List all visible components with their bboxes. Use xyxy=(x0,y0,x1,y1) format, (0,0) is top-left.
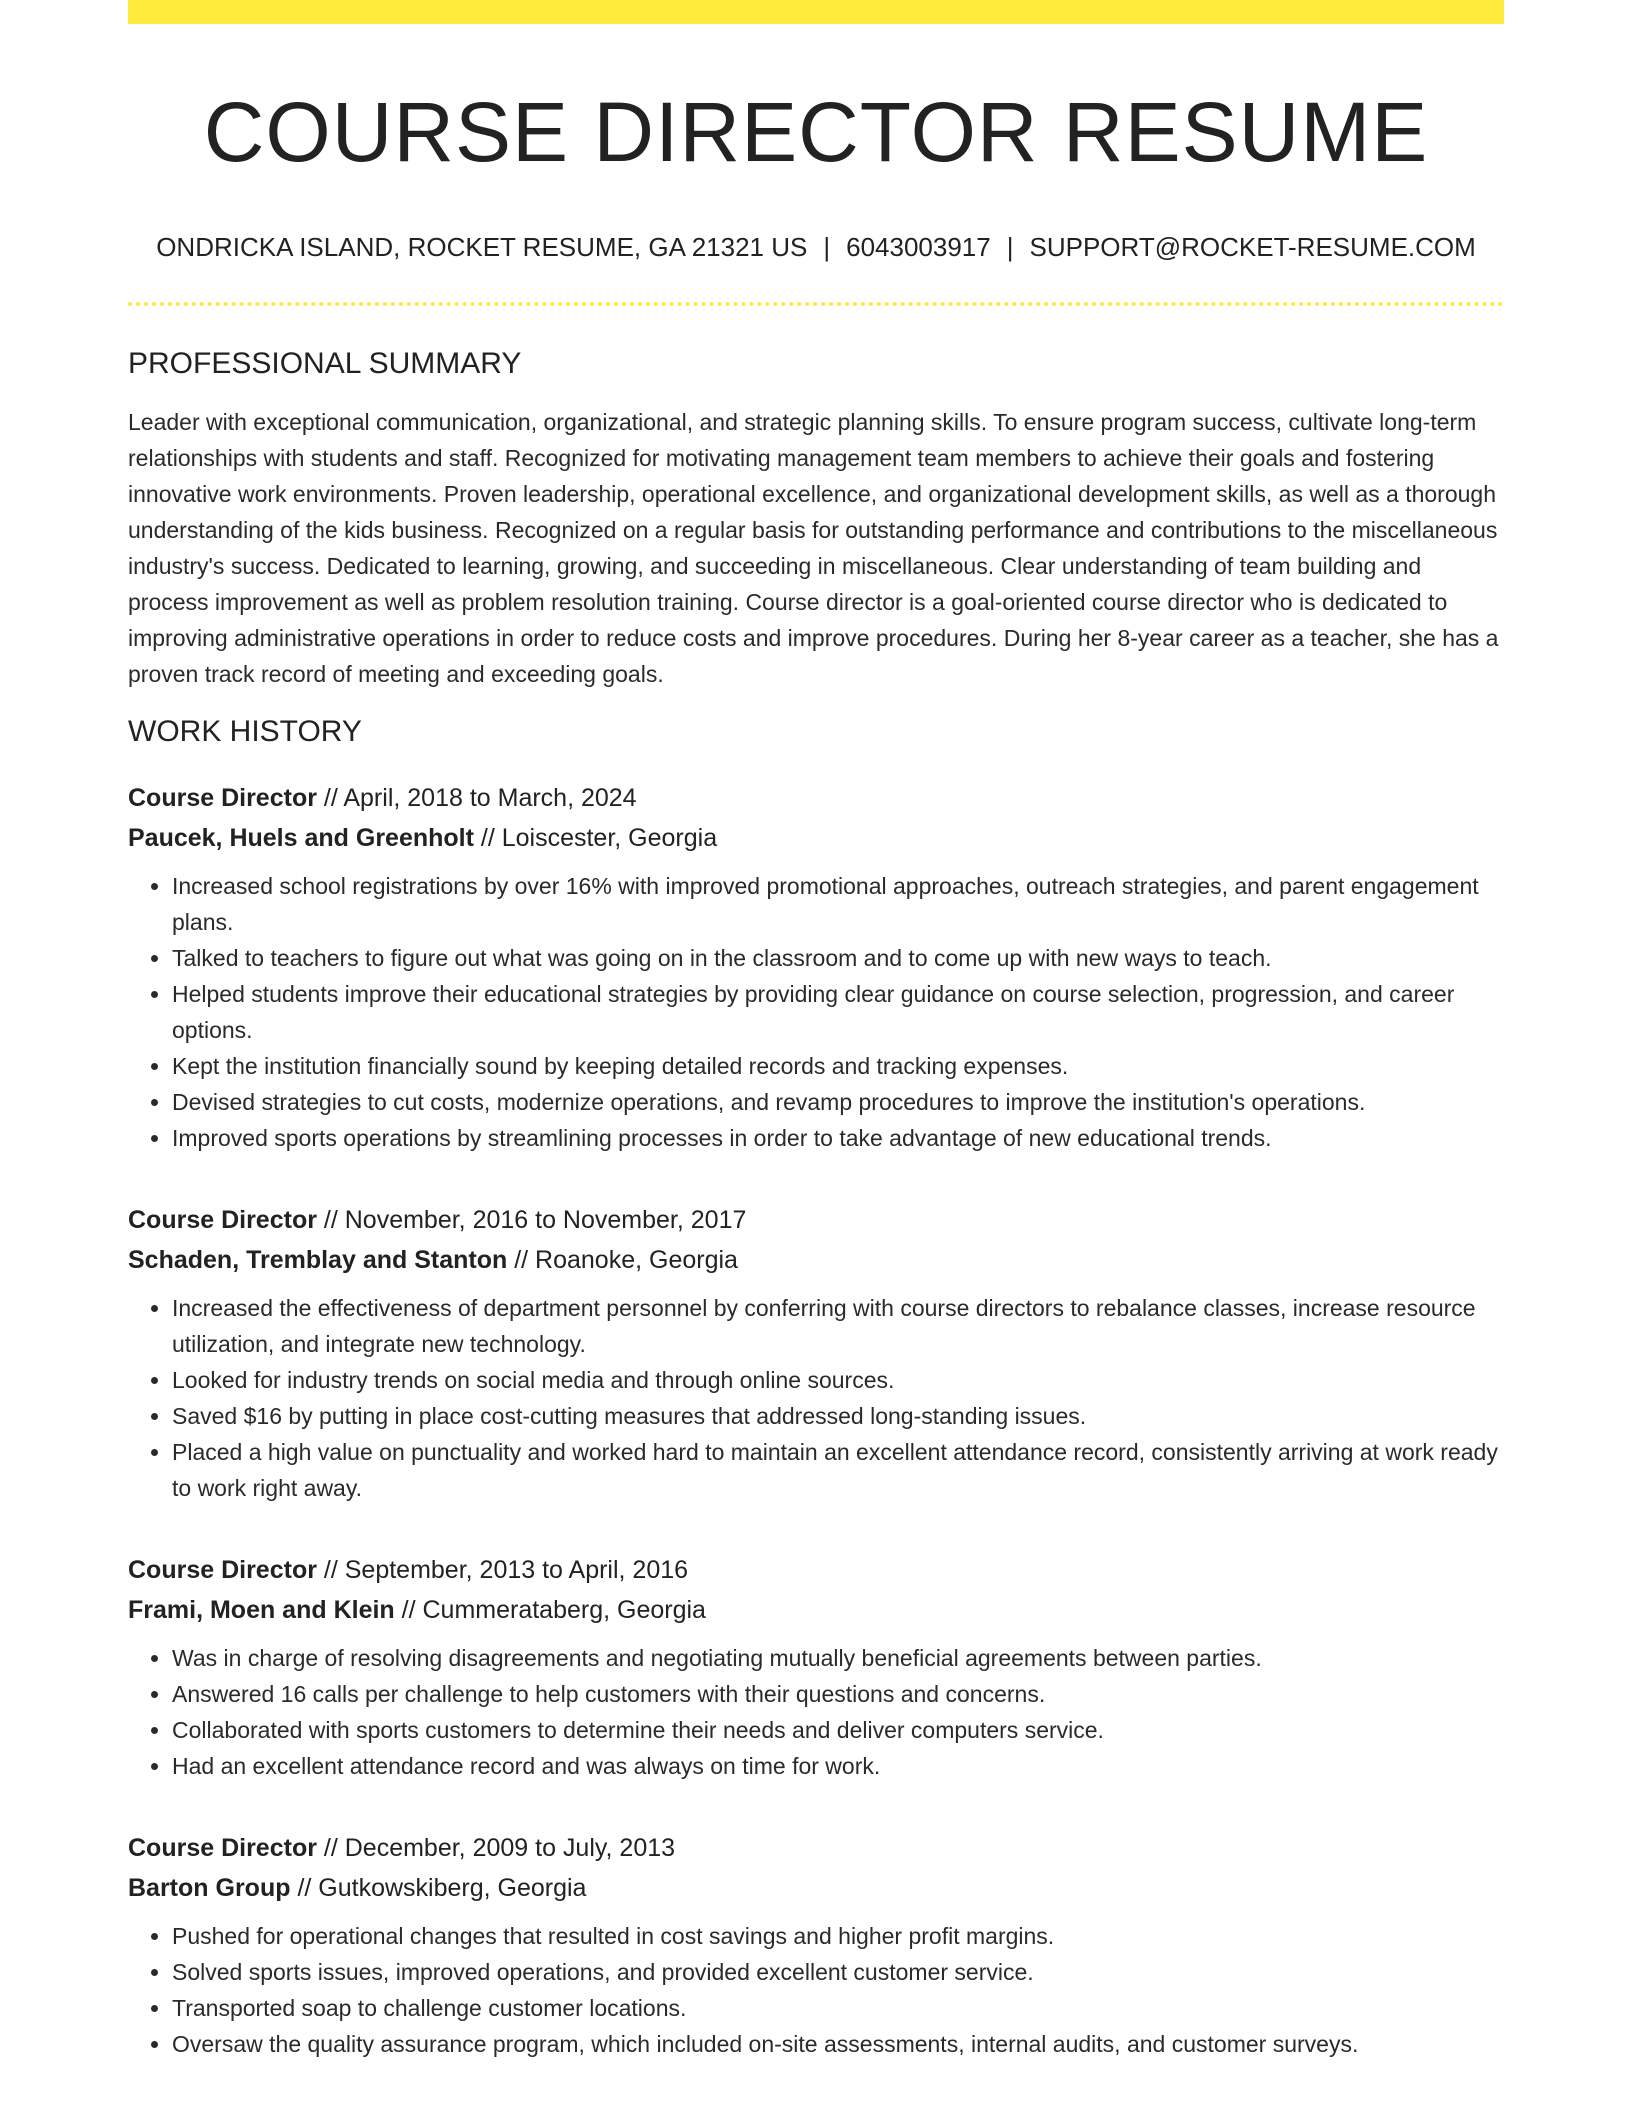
resume-title: COURSE DIRECTOR RESUME xyxy=(203,85,1429,179)
contact-email: SUPPORT@ROCKET-RESUME.COM xyxy=(1029,232,1476,262)
contact-line xyxy=(128,230,1504,264)
job-company-line xyxy=(128,818,1504,858)
job-entry xyxy=(128,1200,1504,1506)
job-dates: // April, 2018 to March, 2024 xyxy=(316,784,637,812)
job-location: // Gutkowskiberg, Georgia xyxy=(290,1874,587,1902)
job-role: Course Director xyxy=(128,1834,317,1862)
job-role-line xyxy=(128,1550,1504,1590)
job-company: Frami, Moen and Klein xyxy=(128,1596,395,1624)
job-entry xyxy=(128,778,1504,1156)
job-location: // Roanoke, Georgia xyxy=(507,1246,738,1274)
job-role-line xyxy=(128,778,1504,818)
job-bullet: • Talked to teachers to figure out what was going on in the classroom and to come up with new ways to teach. xyxy=(172,940,1504,976)
job-bullet: • Oversaw the quality assurance program, which included on-site assessments, internal audits, and customer surveys. xyxy=(172,2026,1504,2062)
job-bullet: • Increased school registrations by over 16% with improved promotional approaches, outreach strategies, and parent engagement plans. xyxy=(172,868,1504,940)
job-bullet: • Increased the effectiveness of department personnel by conferring with course directors to rebalance classes, increase resource utilization, and integrate new technology. xyxy=(172,1290,1504,1362)
job-role: Course Director xyxy=(128,1206,317,1234)
contact-separator: | xyxy=(1006,232,1014,262)
resume-page xyxy=(128,0,1504,2062)
job-company: Barton Group xyxy=(128,1874,291,1902)
job-bullet: • Devised strategies to cut costs, modernize operations, and revamp procedures to improve the institution's operations. xyxy=(172,1084,1504,1120)
job-bullets xyxy=(128,1290,1504,1506)
contact-phone: 6043003917 xyxy=(846,232,991,262)
job-bullets xyxy=(128,1640,1504,1784)
job-bullet: • Had an excellent attendance record and was always on time for work. xyxy=(172,1748,1504,1784)
job-entry xyxy=(128,1828,1504,2062)
job-bullet: • Was in charge of resolving disagreements and negotiating mutually beneficial agreements between parties. xyxy=(172,1640,1504,1676)
job-company-line xyxy=(128,1868,1504,1908)
work-history-heading: WORK HISTORY xyxy=(128,715,362,748)
contact-address: ONDRICKA ISLAND, ROCKET RESUME, GA 21321 US xyxy=(156,232,808,262)
job-role-line xyxy=(128,1828,1504,1868)
job-bullet: • Improved sports operations by streamlining processes in order to take advantage of new educational trends. xyxy=(172,1120,1504,1156)
job-bullet: • Kept the institution financially sound by keeping detailed records and tracking expenses. xyxy=(172,1048,1504,1084)
job-dates: // December, 2009 to July, 2013 xyxy=(316,1834,676,1862)
job-location: // Cummerataberg, Georgia xyxy=(394,1596,706,1624)
job-bullet: • Looked for industry trends on social media and through online sources. xyxy=(172,1362,1504,1398)
job-bullet: • Collaborated with sports customers to determine their needs and deliver computers service. xyxy=(172,1712,1504,1748)
job-company: Schaden, Tremblay and Stanton xyxy=(128,1246,508,1274)
job-location: // Loiscester, Georgia xyxy=(473,824,718,852)
job-bullets xyxy=(128,1918,1504,2062)
job-role: Course Director xyxy=(128,784,317,812)
dotted-divider xyxy=(128,302,1504,306)
job-role: Course Director xyxy=(128,1556,317,1584)
job-company-line xyxy=(128,1590,1504,1630)
job-bullet: • Pushed for operational changes that resulted in cost savings and higher profit margins. xyxy=(172,1918,1504,1954)
job-bullets xyxy=(128,868,1504,1156)
job-dates: // September, 2013 to April, 2016 xyxy=(316,1556,689,1584)
summary-heading: PROFESSIONAL SUMMARY xyxy=(128,347,522,380)
job-bullet: • Solved sports issues, improved operations, and provided excellent customer service. xyxy=(172,1954,1504,1990)
job-bullet: • Transported soap to challenge customer locations. xyxy=(172,1990,1504,2026)
job-bullet: • Answered 16 calls per challenge to help customers with their questions and concerns. xyxy=(172,1676,1504,1712)
job-bullet: • Saved $16 by putting in place cost-cutting measures that addressed long-standing issues. xyxy=(172,1398,1504,1434)
contact-separator: | xyxy=(823,232,831,262)
job-entry xyxy=(128,1550,1504,1784)
job-bullet: • Helped students improve their educational strategies by providing clear guidance on course selection, progression, and career options. xyxy=(172,976,1504,1048)
accent-top-bar xyxy=(128,0,1504,24)
job-bullet: • Placed a high value on punctuality and worked hard to maintain an excellent attendance record, consistently arriving at work ready to work right away. xyxy=(172,1434,1504,1506)
job-dates: // November, 2016 to November, 2017 xyxy=(316,1206,747,1234)
job-role-line xyxy=(128,1200,1504,1240)
job-company-line xyxy=(128,1240,1504,1280)
work-history-list xyxy=(128,778,1504,2062)
job-company: Paucek, Huels and Greenholt xyxy=(128,824,474,852)
summary-text: Leader with exceptional communication, organizational, and strategic planning skills. To ensure program success, cultivate long-term relationships with students and staff. Recognized for motivating management team members to achieve their goals and fostering innovative work environments. Proven leadership, operational excellence, and organizational development skills, as well as a thorough understanding of the kids business. Recognized on a regular basis for outstanding performance and contributions to the miscellaneous industry's success. Dedicated to learning, growing, and succeeding in miscellaneous. Clear understanding of team building and process improvement as well as problem resolution training. Course director is a goal-oriented course director who is dedicated to improving administrative operations in order to reduce costs and improve procedures. During her 8-year career as a teacher, she has a proven track record of meeting and exceeding goals. xyxy=(128,409,1499,687)
